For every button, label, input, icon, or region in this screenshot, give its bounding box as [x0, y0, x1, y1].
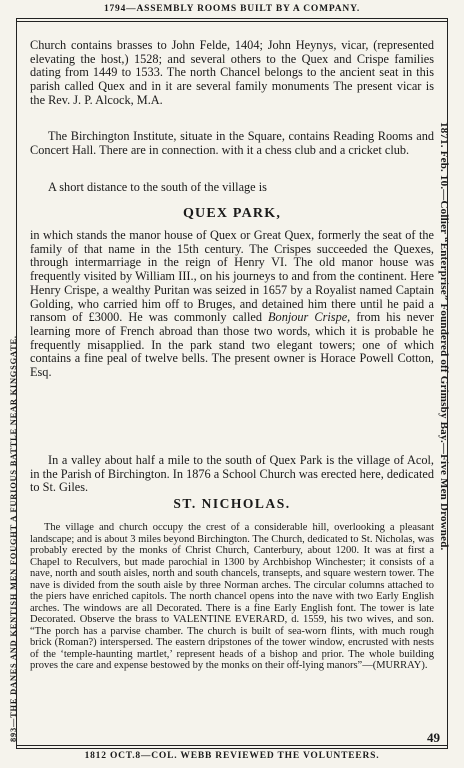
short-distance-block	[30, 181, 434, 195]
acol-paragraph: In a valley about half a mile to the south of Quex Park is the village of Acol, in the Parish of Birchington. In 1876 a School Church was erected here, dedicated to St. Giles.	[30, 453, 434, 495]
footer-rule-double	[16, 748, 448, 749]
left-margin-note: 893—THE DANES AND KENTISH MEN FOUGHT A FURIOUS BATTLE NEAR KINGSGATE.	[9, 335, 18, 742]
acol-paragraph-block	[30, 454, 434, 495]
institute-paragraph: The Birchington Institute, situate in the Square, contains Reading Rooms and Concert Hall. There are in connection. with it a chess club and a cricket club.	[30, 129, 434, 157]
right-margin-note: 1871. Feb. 10.—Collier “Enterprise” Foundered off Grimsby Bay.—Five Men Drowned.	[438, 122, 450, 551]
st-nicholas-heading: ST. NICHOLAS.	[173, 496, 291, 511]
quex-park-heading: QUEX PARK,	[182, 206, 282, 221]
quex-italic-name: Bonjour Crispe,	[268, 310, 351, 325]
short-distance-paragraph: A short distance to the south of the village is	[48, 180, 267, 194]
header-rule	[16, 18, 448, 19]
church-paragraph: Church contains brasses to John Felde, 1404; John Heynys, vicar, (represented elevating the host,) 1528; and several others to the Quex and Crispe families dating from 1449 to 1533. The north Chancel belongs to the ancient seat in this parish called Quex and in it are several family monuments The present vicar is the Rev. J. P. Alcock, M.A.	[30, 38, 434, 107]
footer-rule	[16, 745, 448, 746]
nicholas-paragraph-block	[30, 522, 434, 672]
quex-text-part1: in which stands the manor house of Quex or Great Quex, formerly the seat of the family of that name in the 15th century. The Crispes succeeded the Quexes, through intermarriage in the reign of Henry VI. The old manor house was frequently visited by William III., on his journeys to and from the continent. Here Henry Crispe, a wealthy Puritan was seized in 1657 by a Royalist named Captain Golding, who carried him off to Bruges, and detained him there until he paid a ransom of £3000. He was commonly called	[30, 228, 434, 325]
page-number: 49	[427, 730, 440, 745]
institute-paragraph-block	[30, 130, 434, 157]
running-footer: 1812 OCT.8—COL. WEBB REVIEWED THE VOLUNTEERS.	[84, 751, 380, 761]
church-paragraph-block	[30, 39, 434, 108]
running-header: 1794—ASSEMBLY ROOMS BUILT BY A COMPANY.	[103, 4, 361, 14]
nicholas-paragraph: The village and church occupy the crest of a considerable hill, overlooking a pleasant landscape; and is about 3 miles beyond Birchington. The Church, dedicated to St. Nicholas, was probably erected by the monks of Christ Church, Canterbury, about 1200. It was at first a Chapel to Reculvers, but made parochial in 1300 by Archbishop Winchester; it consists of a nave, north and south aisles, north and south chancels, transepts, and square western tower. The nave is divided from the south aisle by three Norman arches. The circular columns attached to the piers have enriched capitols. The north chancel opens into the nave with two Early English arches. The windows are all Decorated. There is a fine Early English font. The tower is late Decorated. Observe the brass to VALENTINE EVERARD, d. 1559, his two wives, and son. “The porch has a parvise chamber. The church is built of sea-worn flints, with much rough brick (Roman?) interspersed. The eastern dripstones of the tower window, encrusted with nests of the ‘temple-haunting martlet,’ represent heads of a bishop and prior. The whole building proves the care and expense bestowed by the monks on their off-lying manors”—(MURRAY).	[30, 522, 434, 671]
header-rule-double	[16, 21, 448, 22]
quex-paragraph	[30, 229, 434, 380]
quex-text-part2: from his never learning more of French abroad than those two words, which it is probable he frequently misapplied. In the park stand two elegant towers; one of which contains a fine peal of twelve bells. The present owner is Horace Powell Cotton, Esq.	[30, 310, 434, 380]
quex-paragraph-block	[30, 229, 434, 380]
